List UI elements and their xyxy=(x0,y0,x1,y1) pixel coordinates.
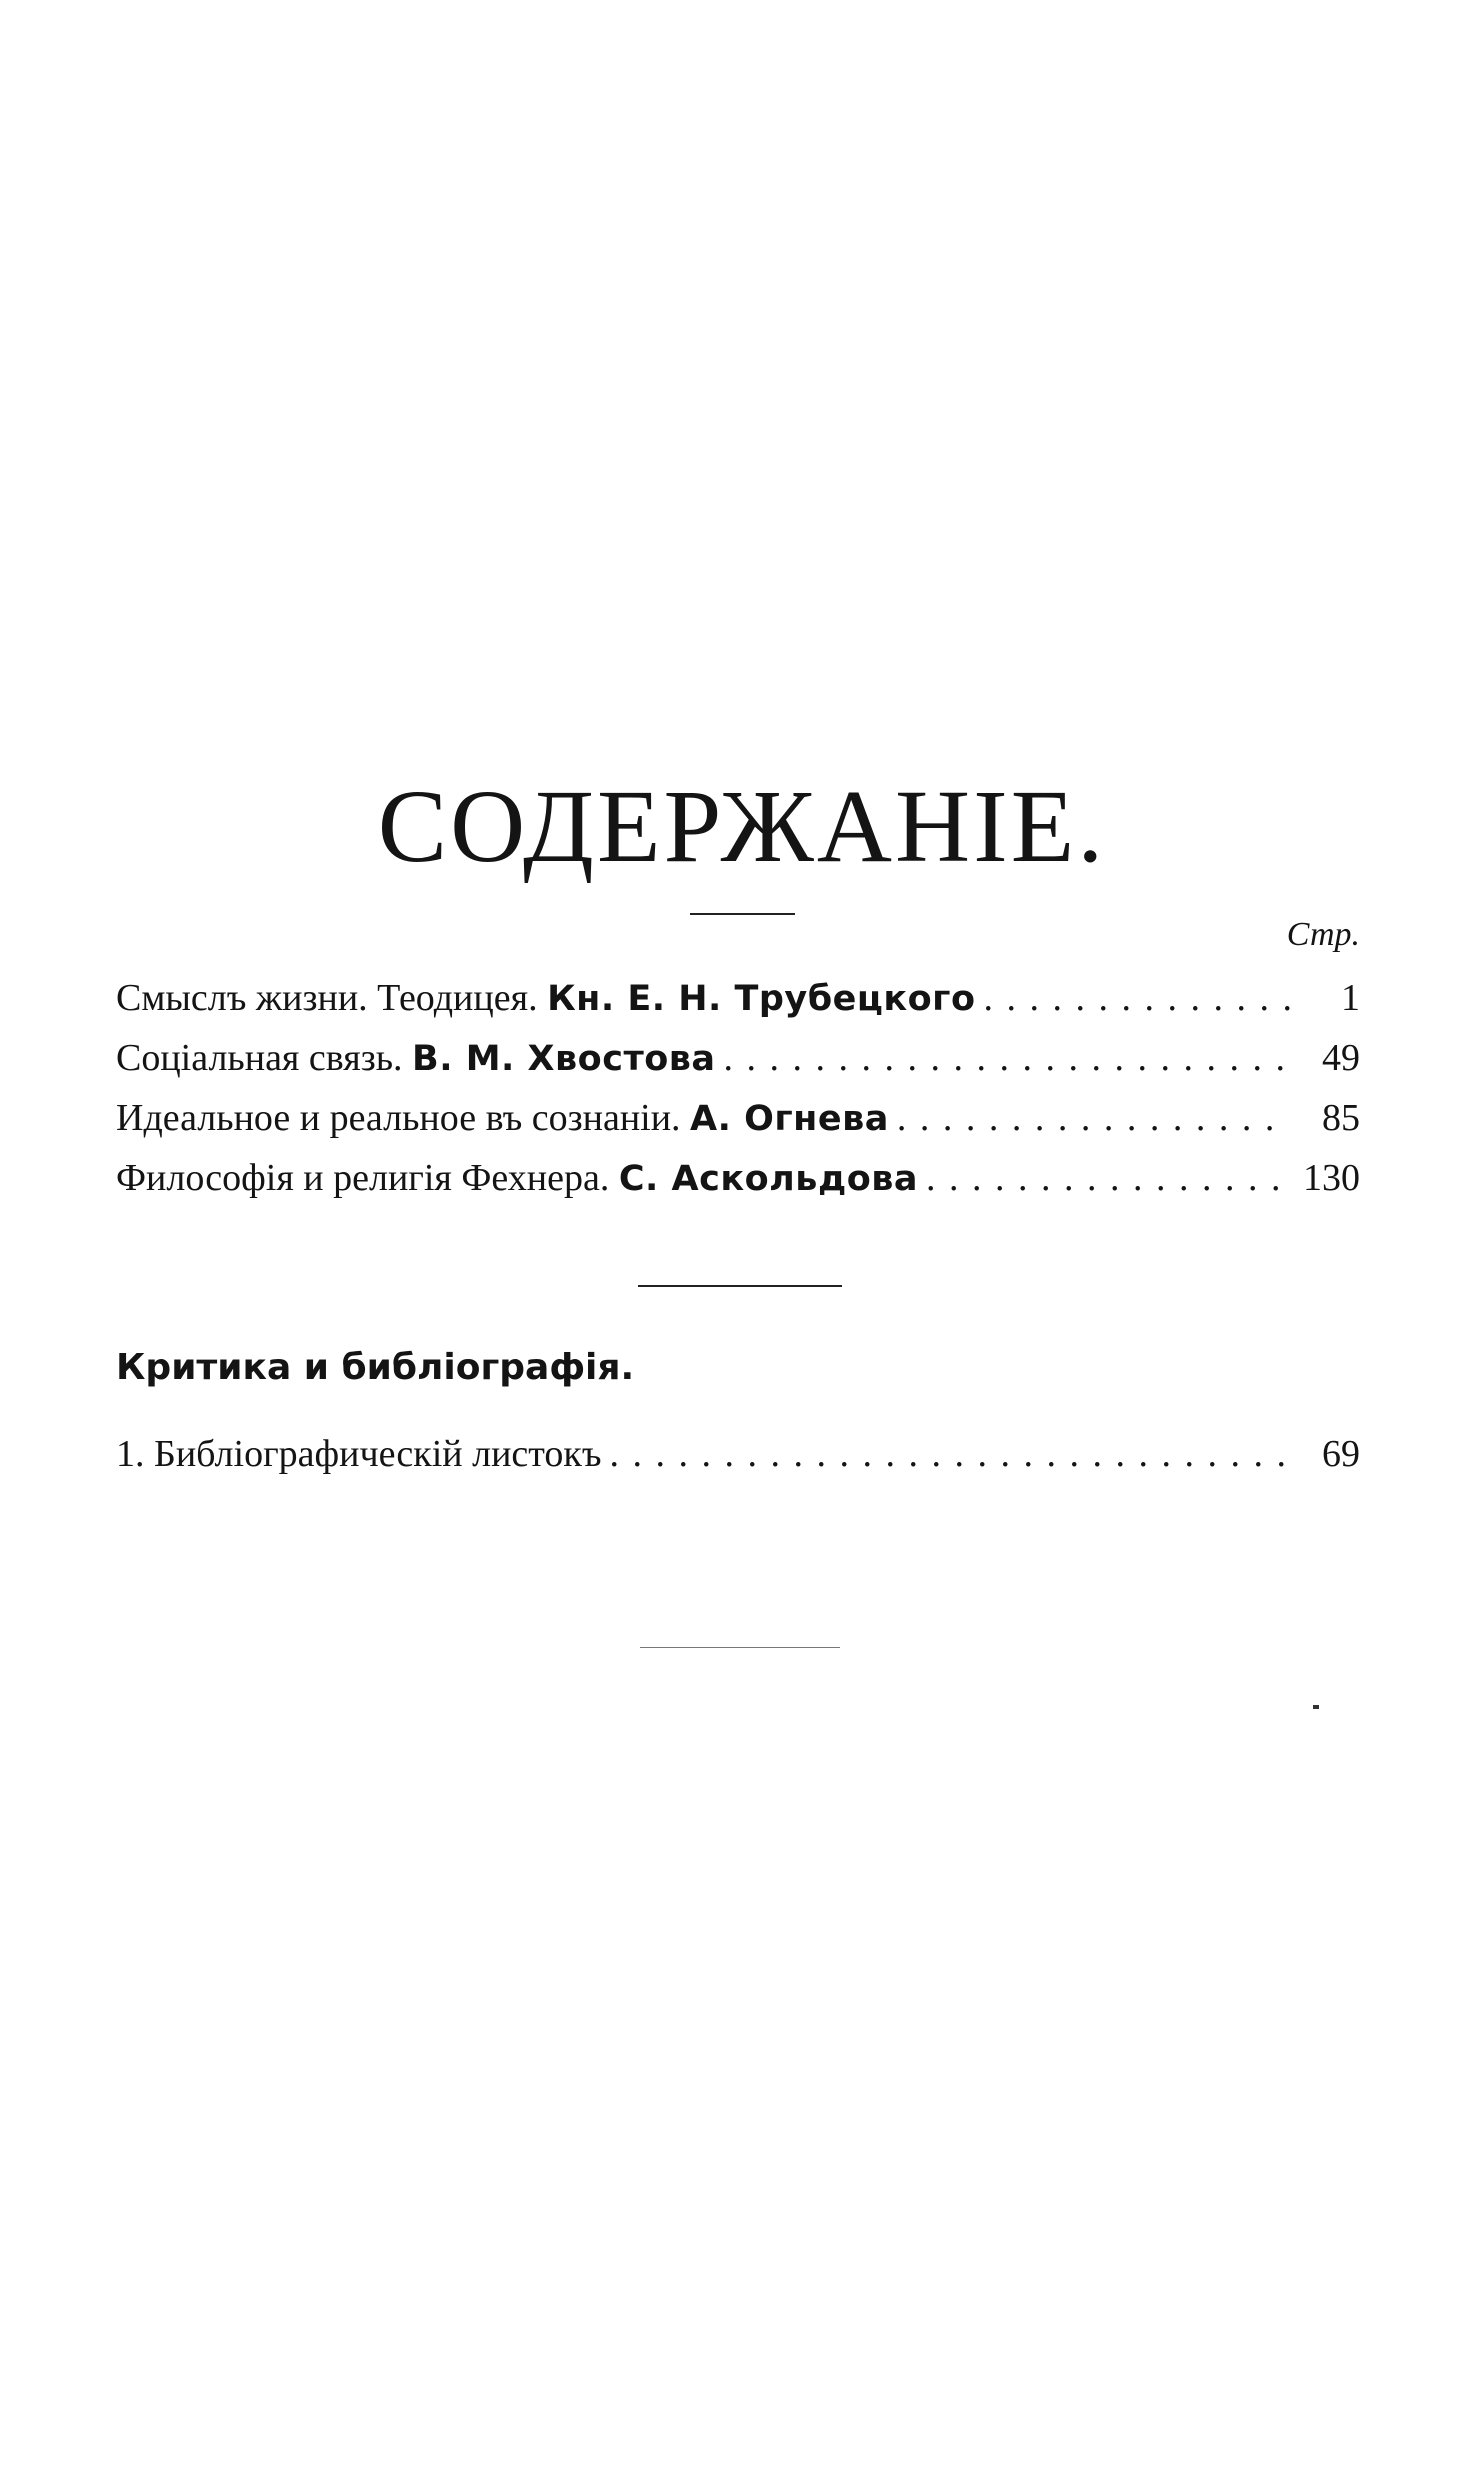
page-title: СОДЕРЖАНІЕ. xyxy=(377,769,1107,884)
page-column-label: Стр. xyxy=(1286,916,1360,953)
entry-page-number: 69 xyxy=(1322,1433,1360,1475)
dot-leader xyxy=(976,968,1291,1028)
contents-entry xyxy=(116,1148,1360,1208)
entry-page-number: 49 xyxy=(1322,1037,1360,1079)
section-entry xyxy=(116,1424,1360,1484)
dot-leader xyxy=(716,1028,1290,1088)
entry-title: Соціальная связь. xyxy=(116,1037,403,1079)
contents-list xyxy=(116,968,1360,1208)
closing-divider xyxy=(640,1647,840,1648)
contents-entry xyxy=(116,968,1360,1028)
contents-entry xyxy=(116,1028,1360,1088)
dot-leader xyxy=(889,1088,1290,1148)
entry-title: Философія и религія Фехнера. xyxy=(116,1157,610,1199)
title-divider xyxy=(690,913,795,915)
section-list xyxy=(116,1424,1360,1484)
entry-title: Смыслъ жизни. Теодицея. xyxy=(116,977,538,1019)
entry-title: 1. Библіографическій листокъ xyxy=(116,1433,602,1475)
entry-title: Идеальное и реальное въ сознаніи. xyxy=(116,1097,681,1139)
dot-leader xyxy=(602,1424,1290,1484)
dot-leader xyxy=(918,1148,1290,1208)
ink-speck xyxy=(1313,1705,1319,1709)
section-heading: Критика и библіографія. xyxy=(116,1347,635,1388)
section-divider xyxy=(638,1285,842,1287)
entry-author: А. Огнева xyxy=(690,1099,889,1139)
entry-page-number: 1 xyxy=(1341,977,1360,1019)
entry-page-number: 130 xyxy=(1303,1157,1360,1199)
entry-page-number: 85 xyxy=(1322,1097,1360,1139)
entry-author: С. Аскольдова xyxy=(618,1159,919,1199)
contents-entry xyxy=(116,1088,1360,1148)
entry-author: В. М. Хвостова xyxy=(412,1039,716,1079)
entry-author: Кн. Е. Н. Трубецкого xyxy=(547,979,976,1019)
